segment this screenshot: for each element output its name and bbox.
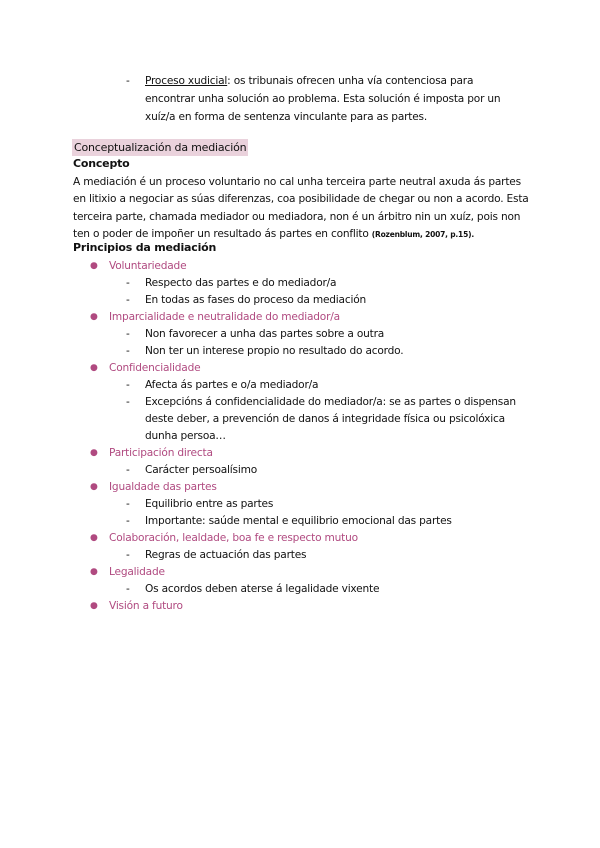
- subitem-text: Regras de actuación das partes: [145, 549, 307, 561]
- dash-bullet: -: [126, 345, 130, 357]
- principle-label: Imparcialidade e neutralidade do mediador/a: [109, 311, 340, 323]
- section-title: Conceptualización da mediación: [74, 141, 247, 154]
- bullet-icon: ●: [90, 601, 98, 611]
- principle-label: Igualdade das partes: [109, 481, 217, 493]
- principle-item: [0, 258, 600, 275]
- principles-list: [0, 258, 600, 615]
- dash-bullet: -: [126, 396, 130, 408]
- dash-bullet: -: [126, 515, 130, 527]
- term-definition: : os tribunais ofrecen unha vía contenciosa para encontrar unha solución ao problema. Esta solución é imposta por un xuíz/a en forma de sentenza vinculante para as partes.: [145, 75, 501, 123]
- dash-bullet: -: [126, 294, 130, 306]
- principle-subitem: [0, 275, 600, 292]
- subitem-text: Equilibrio entre as partes: [145, 498, 274, 510]
- dash-bullet: -: [126, 583, 130, 595]
- principle-subitem: [0, 513, 600, 530]
- subitem-text: Carácter persoalísimo: [145, 464, 257, 476]
- principle-subitem: [0, 496, 600, 513]
- dash-bullet: -: [126, 464, 130, 476]
- principle-item: [0, 598, 600, 615]
- principle-subitem: [0, 581, 600, 598]
- bullet-icon: ●: [90, 448, 98, 458]
- principle-subitem: [0, 343, 600, 360]
- subitem-text: Importante: saúde mental e equilibrio emocional das partes: [145, 515, 452, 527]
- principle-item: [0, 479, 600, 496]
- dash-bullet: -: [126, 75, 130, 87]
- term-proceso-xudicial: Proceso xudicial: [145, 75, 228, 87]
- concepto-paragraph: [73, 174, 533, 243]
- principle-label: Voluntariedade: [109, 260, 187, 272]
- bullet-icon: ●: [90, 312, 98, 322]
- subitem-text: Non ter un interese propio no resultado do acordo.: [145, 345, 404, 357]
- principle-label: Confidencialidade: [109, 362, 201, 374]
- subitem-text: Non favorecer a unha das partes sobre a outra: [145, 328, 385, 340]
- dash-bullet: -: [126, 328, 130, 340]
- principle-subitem: [0, 462, 600, 479]
- list-item-proceso-xudicial: [126, 72, 526, 126]
- principle-item: [0, 360, 600, 377]
- subitem-text: Os acordos deben aterse á legalidade vixente: [145, 583, 380, 595]
- principle-label: Visión a futuro: [109, 600, 183, 612]
- citation: (Rozenblum, 2007, p.15).: [371, 229, 474, 239]
- bullet-icon: ●: [90, 261, 98, 271]
- principle-item: [0, 564, 600, 581]
- principle-label: Colaboración, lealdade, boa fe e respecto mutuo: [109, 532, 358, 544]
- principle-label: Legalidade: [109, 566, 165, 578]
- subitem-text: En todas as fases do proceso da mediación: [145, 294, 366, 306]
- dash-bullet: -: [126, 379, 130, 391]
- subitem-text: Afecta ás partes e o/a mediador/a: [145, 379, 319, 391]
- principle-subitem: [0, 547, 600, 564]
- principles-heading: Principios da mediación: [73, 241, 217, 254]
- principle-item: [0, 445, 600, 462]
- subitem-text: Excepcións á confidencialidade do mediador/a: se as partes o dispensan deste deber, a prevención de danos á integridade física ou psicolóxica dunha persoa…: [145, 396, 516, 442]
- bullet-icon: ●: [90, 567, 98, 577]
- principle-subitem: [0, 326, 600, 343]
- principle-subitem: [0, 377, 600, 394]
- concepto-text: A mediación é un proceso voluntario no cal unha terceira parte neutral axuda ás partes en litixio a negociar as súas diferenzas, coa posibilidade de chegar ou non a acordo. Esta terceira parte, chamada mediador ou mediadora, non é un árbitro nin un xuíz, pois non ten o poder de impoñer un resultado ás partes en conflito: [73, 176, 529, 240]
- principle-item: [0, 309, 600, 326]
- principle-item: [0, 530, 600, 547]
- dash-bullet: -: [126, 277, 130, 289]
- principle-subitem: [0, 292, 600, 309]
- principle-subitem: [0, 394, 600, 445]
- bullet-icon: ●: [90, 533, 98, 543]
- dash-bullet: -: [126, 549, 130, 561]
- bullet-icon: ●: [90, 363, 98, 373]
- dash-bullet: -: [126, 498, 130, 510]
- principle-label: Participación directa: [109, 447, 213, 459]
- bullet-icon: ●: [90, 482, 98, 492]
- subitem-text: Respecto das partes e do mediador/a: [145, 277, 337, 289]
- concepto-heading: Concepto: [73, 157, 130, 170]
